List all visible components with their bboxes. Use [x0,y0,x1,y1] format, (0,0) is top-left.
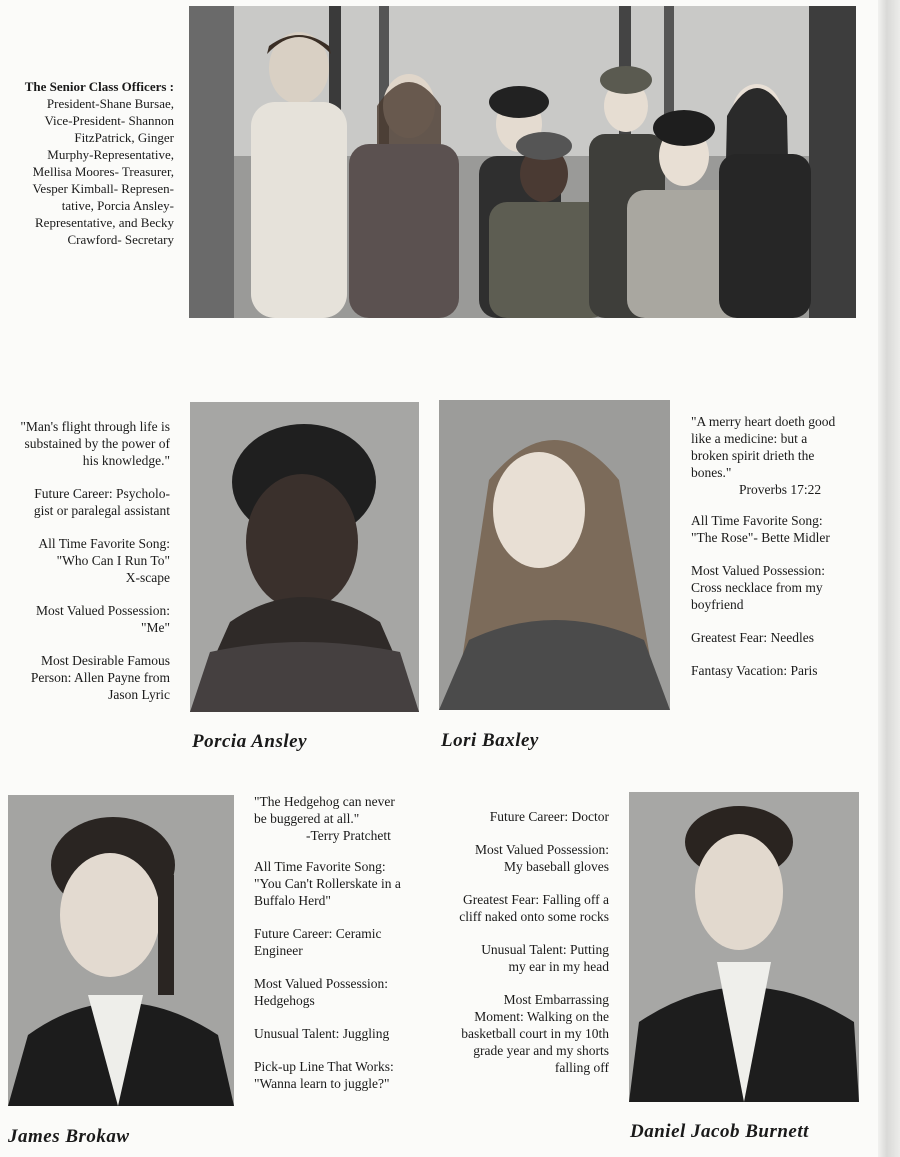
porcia-favorite-song: All Time Favorite Song: "Who Can I Run To" X-scape [38,536,170,585]
lori-fantasy-vacation: Fantasy Vacation: Paris [691,663,818,678]
lori-quote [691,413,866,498]
officers-line: Murphy-Representative, [47,147,174,162]
lori-quote-text: "A merry heart doeth good like a medicine: but a broken spirit drieth the bones." [691,414,836,480]
page-binding-edge [878,0,900,1157]
daniel-valued-possession: Most Valued Possession: My baseball gloves [474,842,609,874]
daniel-name: Daniel Jacob Burnett [630,1121,809,1142]
porcia-famous-person: Most Desirable Famous Person: Allen Payne from Jason Lyric [30,653,170,702]
officers-line: Vice-President- Shannon [44,113,174,128]
group-photo-illustration [189,6,856,318]
james-valued-possession: Most Valued Possession: Hedgehogs [254,976,389,1008]
lori-valued-possession: Most Valued Possession: Cross necklace from my boyfriend [691,563,826,612]
officers-caption [8,78,174,248]
james-name: James Brokaw [8,1126,130,1147]
james-quote [254,793,434,844]
james-future-career: Future Career: Ceramic Engineer [254,926,382,958]
porcia-portrait-photo [190,402,419,712]
james-quote-text: "The Hedgehog can never be buggered at all." [254,794,395,826]
officers-heading: The Senior Class Officers : [24,79,174,94]
daniel-embarrassing-moment: Most Embarrassing Moment: Walking on the basketball court in my 10th grade year and my shorts falling off [461,992,609,1075]
lori-profile-text [691,413,866,695]
james-portrait-illustration [8,795,234,1106]
daniel-greatest-fear: Greatest Fear: Falling off a cliff naked onto some rocks [459,892,609,924]
officers-line: FitzPatrick, Ginger [74,130,174,145]
daniel-portrait-illustration [629,792,859,1102]
porcia-portrait-illustration [190,402,419,712]
daniel-portrait-photo [629,792,859,1102]
porcia-quote: "Man's flight through life is substained by the power of his knowledge." [20,419,170,468]
daniel-future-career: Future Career: Doctor [489,809,609,824]
james-quote-source: -Terry Pratchett [306,828,391,843]
officers-line: Vesper Kimball- Represen- [32,181,174,196]
daniel-profile-text [436,808,609,1092]
james-favorite-song: All Time Favorite Song: "You Can't Rollerskate in a Buffalo Herd" [254,859,401,908]
officers-line: President-Shane Bursae, [46,96,174,111]
lori-greatest-fear: Greatest Fear: Needles [691,630,814,645]
porcia-valued-possession: Most Valued Possession: "Me" [35,603,170,635]
porcia-future-career: Future Career: Psycholo- gist or paralegal assistant [33,486,170,518]
lori-portrait-photo [439,400,670,710]
officers-line: tative, Porcia Ansley- [61,198,174,213]
officers-group-photo [189,6,856,318]
officers-line: Representative, and Becky [35,215,174,230]
lori-name: Lori Baxley [441,730,539,751]
daniel-unusual-talent: Unusual Talent: Putting my ear in my head [481,942,609,974]
officers-line: Mellisa Moores- Treasurer, [32,164,174,179]
lori-quote-source: Proverbs 17:22 [739,482,822,497]
james-pickup-line: Pick-up Line That Works: "Wanna learn to juggle?" [254,1059,394,1091]
lori-portrait-illustration [439,400,670,710]
porcia-profile-text [6,418,170,719]
officers-line: Crawford- Secretary [67,232,174,247]
porcia-name: Porcia Ansley [192,731,308,752]
james-unusual-talent: Unusual Talent: Juggling [254,1026,390,1041]
lori-favorite-song: All Time Favorite Song: "The Rose"- Bette Midler [691,513,830,545]
james-profile-text [254,793,434,1108]
james-portrait-photo [8,795,234,1106]
